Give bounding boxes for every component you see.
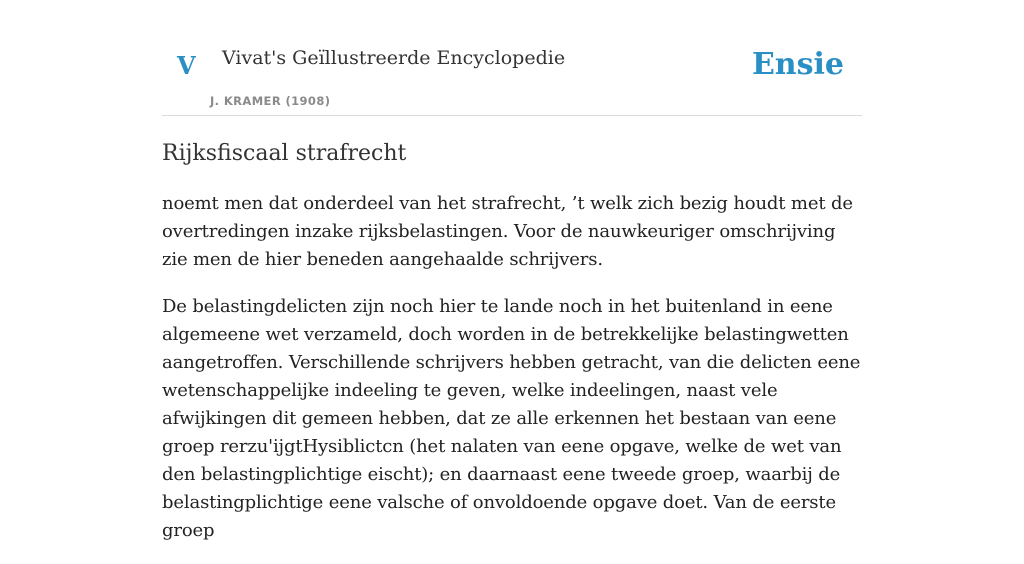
article-title: Rijksfiscaal strafrecht	[162, 141, 407, 166]
book-title-link[interactable]: Vivat's Geïllustreerde Encyclopedie	[222, 47, 566, 69]
book-author: J. KRAMER (1908)	[210, 94, 331, 108]
book-logo[interactable]: V	[177, 51, 196, 80]
article-paragraph-2: De belastingdelicten zijn noch hier te lande noch in het buitenland in eene algemeene wet verzameld, doch worden in de betrekkelijke belastingwetten aangetroffen. Verschillende schrijvers hebben getracht, van die delicten eene wetenschappelijke indeeling te geven, welke indeelingen, naast vele afwijkingen dit gemeen hebben, dat ze alle erkennen het bestaan van eene groep rerzu'ijgtHysiblictcn (het nalaten van eene opgave, welke de wet van den belastingplichtige eischt); en daarnaast eene tweede groep, waarbij de belastingplichtige eene valsche of onvoldoende opgave doet. Van de eerste groep	[162, 296, 861, 541]
article-paragraph-1: noemt men dat onderdeel van het strafrecht, ’t welk zich bezig houdt met de overtredingen inzake rijksbelastingen. Voor de nauwkeuriger omschrijving zie men de hier beneden aangehaalde schrijvers.	[162, 193, 853, 270]
article	[162, 138, 862, 564]
ensie-logo[interactable]: Ensie	[751, 47, 844, 82]
source-header	[162, 0, 862, 116]
